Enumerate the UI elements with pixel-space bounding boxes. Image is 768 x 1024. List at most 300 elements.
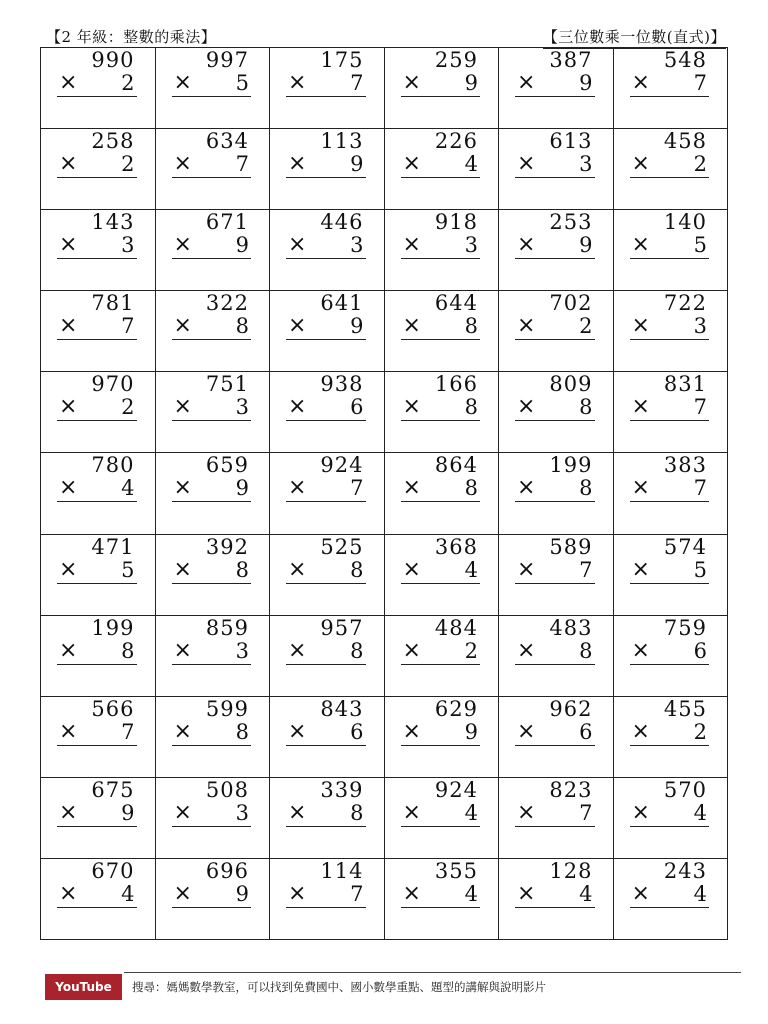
multiplicand: 751: [205, 372, 249, 397]
problem-cell: [156, 453, 271, 534]
multiplicand: 722: [663, 291, 707, 316]
multiplicand: 859: [205, 615, 249, 640]
multiplier: 8: [464, 395, 478, 420]
problem-cell: [41, 291, 156, 372]
multiplicand: 483: [549, 615, 593, 640]
multiplicand: 613: [549, 129, 593, 154]
problem-cell: [614, 291, 729, 372]
problem-cell: [41, 129, 156, 210]
multiplier: 3: [235, 638, 249, 663]
youtube-logo: YouTube: [45, 974, 122, 1000]
problem-cell: [614, 859, 729, 940]
multiply-sign-icon: ×: [59, 799, 78, 825]
multiplier-row: [57, 799, 137, 827]
multiplier: 8: [350, 638, 364, 663]
multiplier-row: [57, 637, 137, 665]
multiply-sign-icon: ×: [631, 880, 650, 906]
multiplicand: 938: [320, 372, 364, 397]
multiply-sign-icon: ×: [402, 475, 421, 501]
problem-cell: [41, 48, 156, 129]
problem-cell: [41, 778, 156, 859]
multiplier: 5: [693, 557, 707, 582]
multiply-sign-icon: ×: [402, 151, 421, 177]
multiplicand: 175: [320, 48, 364, 72]
multiplier: 4: [121, 476, 135, 501]
multiplier: 8: [579, 638, 593, 663]
multiplicand: 780: [91, 453, 135, 478]
multiplier: 9: [464, 71, 478, 95]
multiply-sign-icon: ×: [631, 151, 650, 177]
multiplier: 5: [121, 557, 135, 582]
problem-cell: [614, 453, 729, 534]
multiplicand: 548: [663, 48, 707, 72]
multiplier-row: [401, 880, 481, 908]
multiplier: 4: [693, 800, 707, 825]
multiplicand: 696: [205, 858, 249, 883]
multiplier-row: [286, 556, 366, 584]
problem-cell: [270, 291, 385, 372]
problem-cell: [270, 210, 385, 291]
problem-cell: [385, 778, 500, 859]
multiplier: 7: [350, 476, 364, 501]
problem-cell: [385, 616, 500, 697]
multiplier: 3: [579, 152, 593, 177]
multiplier: 3: [464, 233, 478, 258]
multiplicand: 387: [549, 48, 593, 72]
multiplier: 4: [579, 881, 593, 906]
multiplier-row: [401, 396, 481, 421]
multiplier: 2: [693, 152, 707, 177]
multiplier: 3: [235, 800, 249, 825]
multiply-sign-icon: ×: [288, 394, 307, 420]
multiplier: 9: [579, 233, 593, 258]
multiplicand: 471: [91, 534, 135, 559]
multiplier-row: [515, 718, 595, 746]
multiplicand: 199: [91, 615, 135, 640]
multiplier-row: [172, 315, 252, 340]
multiplier: 8: [235, 719, 249, 744]
multiplier-row: [630, 880, 710, 908]
problem-cell: [41, 210, 156, 291]
multiplicand: 140: [663, 210, 707, 235]
multiply-sign-icon: ×: [288, 313, 307, 339]
multiplier-row: [401, 799, 481, 827]
multiplier-row: [286, 718, 366, 746]
multiply-sign-icon: ×: [517, 151, 536, 177]
multiplier-row: [286, 153, 366, 178]
multiplier: 8: [235, 314, 249, 339]
multiply-sign-icon: ×: [59, 637, 78, 663]
multiplier: 7: [693, 476, 707, 501]
multiplier: 7: [121, 719, 135, 744]
multiplier: 9: [235, 881, 249, 906]
multiplier: 3: [350, 233, 364, 258]
multiply-sign-icon: ×: [517, 637, 536, 663]
multiplicand: 574: [663, 534, 707, 559]
multiplicand: 589: [549, 534, 593, 559]
problem-cell: [41, 859, 156, 940]
multiply-sign-icon: ×: [402, 556, 421, 582]
multiplier-row: [172, 153, 252, 178]
problem-cell: [156, 616, 271, 697]
multiplier-row: [630, 718, 710, 746]
multiply-sign-icon: ×: [59, 556, 78, 582]
multiply-sign-icon: ×: [517, 880, 536, 906]
problem-cell: [385, 210, 500, 291]
multiplier: 4: [464, 881, 478, 906]
multiply-sign-icon: ×: [173, 151, 192, 177]
multiplier-row: [172, 234, 252, 259]
multiplier-row: [515, 153, 595, 178]
multiplier: 2: [579, 314, 593, 339]
multiplier: 9: [464, 719, 478, 744]
multiply-sign-icon: ×: [288, 475, 307, 501]
problem-cell: [385, 48, 500, 129]
multiply-sign-icon: ×: [59, 394, 78, 420]
multiplier: 9: [350, 314, 364, 339]
multiplicand: 566: [91, 696, 135, 721]
problem-cell: [614, 48, 729, 129]
multiply-sign-icon: ×: [59, 151, 78, 177]
multiplier: 2: [693, 719, 707, 744]
multiply-sign-icon: ×: [59, 313, 78, 339]
problem-cell: [614, 616, 729, 697]
multiply-sign-icon: ×: [288, 799, 307, 825]
multiplier: 3: [121, 233, 135, 258]
multiplier: 8: [235, 557, 249, 582]
problem-cell: [270, 48, 385, 129]
multiplicand: 670: [91, 858, 135, 883]
problem-cell: [41, 372, 156, 453]
multiplier-row: [401, 72, 481, 97]
multiplicand: 671: [205, 210, 249, 235]
multiplicand: 484: [434, 615, 478, 640]
multiplier: 7: [235, 152, 249, 177]
problem-cell: [499, 291, 614, 372]
multiply-sign-icon: ×: [402, 313, 421, 339]
multiply-sign-icon: ×: [631, 718, 650, 744]
multiplicand: 383: [663, 453, 707, 478]
problem-cell: [156, 210, 271, 291]
problem-grid: [40, 47, 728, 940]
multiply-sign-icon: ×: [59, 232, 78, 258]
multiplier-row: [57, 880, 137, 908]
multiplier: 7: [579, 557, 593, 582]
multiplier: 2: [464, 638, 478, 663]
multiplier: 8: [464, 476, 478, 501]
multiplier-row: [630, 315, 710, 340]
multiply-sign-icon: ×: [517, 556, 536, 582]
multiplier-row: [515, 880, 595, 908]
multiply-sign-icon: ×: [288, 232, 307, 258]
multiplier-row: [172, 396, 252, 421]
problem-cell: [385, 697, 500, 778]
multiplier: 6: [350, 395, 364, 420]
worksheet-header: [40, 24, 728, 46]
multiplier: 7: [579, 800, 593, 825]
problem-cell: [499, 372, 614, 453]
multiplier-row: [630, 637, 710, 665]
multiplier: 8: [579, 476, 593, 501]
multiplier-row: [57, 477, 137, 502]
multiplier-row: [630, 799, 710, 827]
multiplicand: 322: [205, 291, 249, 316]
multiplicand: 355: [434, 858, 478, 883]
multiplier-row: [515, 234, 595, 259]
multiplier-row: [57, 396, 137, 421]
multiplier-row: [286, 477, 366, 502]
multiply-sign-icon: ×: [59, 880, 78, 906]
multiplier: 9: [579, 71, 593, 95]
multiplicand: 143: [91, 210, 135, 235]
problem-cell: [499, 778, 614, 859]
problem-cell: [614, 697, 729, 778]
multiplicand: 759: [663, 615, 707, 640]
problem-cell: [41, 616, 156, 697]
multiplicand: 831: [663, 372, 707, 397]
multiply-sign-icon: ×: [517, 475, 536, 501]
multiply-sign-icon: ×: [631, 313, 650, 339]
multiplicand: 199: [549, 453, 593, 478]
multiplicand: 957: [320, 615, 364, 640]
problem-cell: [156, 291, 271, 372]
problem-cell: [385, 372, 500, 453]
multiply-sign-icon: ×: [517, 718, 536, 744]
multiplicand: 823: [549, 777, 593, 802]
multiply-sign-icon: ×: [517, 232, 536, 258]
problem-cell: [385, 291, 500, 372]
multiplier-row: [401, 718, 481, 746]
problem-cell: [385, 453, 500, 534]
multiplicand: 702: [549, 291, 593, 316]
multiplier: 8: [350, 800, 364, 825]
multiplier: 9: [350, 152, 364, 177]
problem-cell: [499, 453, 614, 534]
multiplicand: 392: [205, 534, 249, 559]
multiply-sign-icon: ×: [288, 70, 307, 95]
multiplicand: 599: [205, 696, 249, 721]
multiplier-row: [286, 315, 366, 340]
multiply-sign-icon: ×: [402, 799, 421, 825]
multiply-sign-icon: ×: [173, 232, 192, 258]
problem-cell: [614, 210, 729, 291]
multiply-sign-icon: ×: [288, 151, 307, 177]
multiplier-row: [630, 72, 710, 97]
multiplier-row: [57, 234, 137, 259]
multiplier: 2: [121, 71, 135, 95]
multiply-sign-icon: ×: [517, 313, 536, 339]
multiplicand: 675: [91, 777, 135, 802]
multiply-sign-icon: ×: [173, 475, 192, 501]
worksheet-topic-label: 【三位數乘一位數(直式)】: [543, 26, 726, 49]
multiplier-row: [401, 234, 481, 259]
multiplier: 4: [464, 800, 478, 825]
multiplier-row: [515, 556, 595, 584]
multiply-sign-icon: ×: [631, 799, 650, 825]
multiplier: 2: [121, 395, 135, 420]
problem-cell: [270, 616, 385, 697]
multiplier: 7: [121, 314, 135, 339]
multiply-sign-icon: ×: [288, 880, 307, 906]
problem-cell: [270, 372, 385, 453]
multiply-sign-icon: ×: [631, 232, 650, 258]
multiply-sign-icon: ×: [402, 232, 421, 258]
multiplicand: 970: [91, 372, 135, 397]
problem-cell: [614, 778, 729, 859]
multiplicand: 114: [320, 858, 364, 883]
multiplier-row: [57, 72, 137, 97]
multiplier-row: [172, 72, 252, 97]
multiplier: 8: [121, 638, 135, 663]
multiplicand: 781: [91, 291, 135, 316]
multiplier-row: [630, 556, 710, 584]
multiplicand: 570: [663, 777, 707, 802]
multiply-sign-icon: ×: [517, 799, 536, 825]
multiplier: 5: [235, 71, 249, 95]
multiplier-row: [172, 718, 252, 746]
multiplicand: 918: [434, 210, 478, 235]
multiplicand: 843: [320, 696, 364, 721]
multiplier-row: [401, 153, 481, 178]
problem-cell: [385, 535, 500, 616]
multiply-sign-icon: ×: [631, 394, 650, 420]
multiply-sign-icon: ×: [288, 718, 307, 744]
multiplicand: 113: [320, 129, 364, 154]
multiplicand: 924: [434, 777, 478, 802]
multiplier: 4: [464, 557, 478, 582]
multiplicand: 458: [663, 129, 707, 154]
multiply-sign-icon: ×: [173, 313, 192, 339]
multiplier-row: [172, 477, 252, 502]
multiply-sign-icon: ×: [631, 637, 650, 663]
multiplicand: 508: [205, 777, 249, 802]
multiply-sign-icon: ×: [288, 556, 307, 582]
multiplier: 9: [121, 800, 135, 825]
multiply-sign-icon: ×: [173, 799, 192, 825]
multiplier-row: [286, 72, 366, 97]
multiplier-row: [172, 556, 252, 584]
problem-cell: [614, 129, 729, 210]
problem-cell: [499, 129, 614, 210]
multiplier-row: [57, 556, 137, 584]
multiplicand: 634: [205, 129, 249, 154]
problem-cell: [270, 697, 385, 778]
worksheet-category-label: 【2 年級：整數的乘法】: [46, 28, 217, 46]
problem-cell: [156, 129, 271, 210]
problem-cell: [41, 453, 156, 534]
problem-cell: [270, 453, 385, 534]
multiply-sign-icon: ×: [631, 70, 650, 95]
problem-cell: [270, 778, 385, 859]
multiplier-row: [515, 72, 595, 97]
multiplier: 2: [121, 152, 135, 177]
multiplier: 7: [693, 395, 707, 420]
multiplier-row: [401, 556, 481, 584]
problem-cell: [270, 859, 385, 940]
multiplier: 5: [693, 233, 707, 258]
multiplier-row: [172, 637, 252, 665]
multiply-sign-icon: ×: [402, 637, 421, 663]
multiplicand: 924: [320, 453, 364, 478]
multiplier-row: [401, 477, 481, 502]
multiplicand: 864: [434, 453, 478, 478]
multiplier-row: [172, 880, 252, 908]
multiply-sign-icon: ×: [517, 70, 536, 95]
multiply-sign-icon: ×: [402, 394, 421, 420]
multiply-sign-icon: ×: [631, 556, 650, 582]
multiplicand: 446: [320, 210, 364, 235]
multiplicand: 644: [434, 291, 478, 316]
multiplicand: 258: [91, 129, 135, 154]
problem-cell: [41, 535, 156, 616]
multiply-sign-icon: ×: [402, 718, 421, 744]
multiply-sign-icon: ×: [517, 394, 536, 420]
multiplier-row: [286, 396, 366, 421]
multiplicand: 243: [663, 858, 707, 883]
multiplier-row: [515, 799, 595, 827]
multiplier: 7: [693, 71, 707, 95]
problem-cell: [499, 535, 614, 616]
multiplier: 4: [121, 881, 135, 906]
multiplier: 8: [464, 314, 478, 339]
problem-cell: [499, 48, 614, 129]
multiplier-row: [515, 477, 595, 502]
multiplicand: 253: [549, 210, 593, 235]
problem-cell: [614, 372, 729, 453]
problem-cell: [270, 535, 385, 616]
problem-cell: [156, 48, 271, 129]
multiplier-row: [515, 315, 595, 340]
multiplicand: 990: [91, 48, 135, 72]
problem-cell: [614, 535, 729, 616]
multiply-sign-icon: ×: [173, 880, 192, 906]
multiplicand: 166: [434, 372, 478, 397]
problem-cell: [156, 535, 271, 616]
multiplier-row: [630, 234, 710, 259]
multiplier-row: [286, 799, 366, 827]
multiplicand: 525: [320, 534, 364, 559]
multiply-sign-icon: ×: [59, 475, 78, 501]
multiplicand: 455: [663, 696, 707, 721]
multiplier-row: [286, 880, 366, 908]
multiplicand: 997: [205, 48, 249, 72]
multiplier: 7: [350, 881, 364, 906]
multiply-sign-icon: ×: [631, 475, 650, 501]
multiplier: 9: [235, 476, 249, 501]
multiply-sign-icon: ×: [173, 394, 192, 420]
multiplier: 7: [350, 71, 364, 95]
multiplicand: 641: [320, 291, 364, 316]
problem-cell: [156, 372, 271, 453]
problem-cell: [270, 129, 385, 210]
multiplier-row: [630, 477, 710, 502]
multiplier: 4: [464, 152, 478, 177]
multiplicand: 629: [434, 696, 478, 721]
multiplier-row: [401, 637, 481, 665]
problem-cell: [499, 697, 614, 778]
footer-divider: [124, 972, 741, 973]
multiplier: 6: [693, 638, 707, 663]
multiplicand: 809: [549, 372, 593, 397]
multiplicand: 962: [549, 696, 593, 721]
multiplier: 6: [350, 719, 364, 744]
multiply-sign-icon: ×: [173, 70, 192, 95]
multiplier: 6: [579, 719, 593, 744]
problem-cell: [499, 859, 614, 940]
multiplicand: 226: [434, 129, 478, 154]
multiplier-row: [57, 153, 137, 178]
problem-cell: [499, 616, 614, 697]
